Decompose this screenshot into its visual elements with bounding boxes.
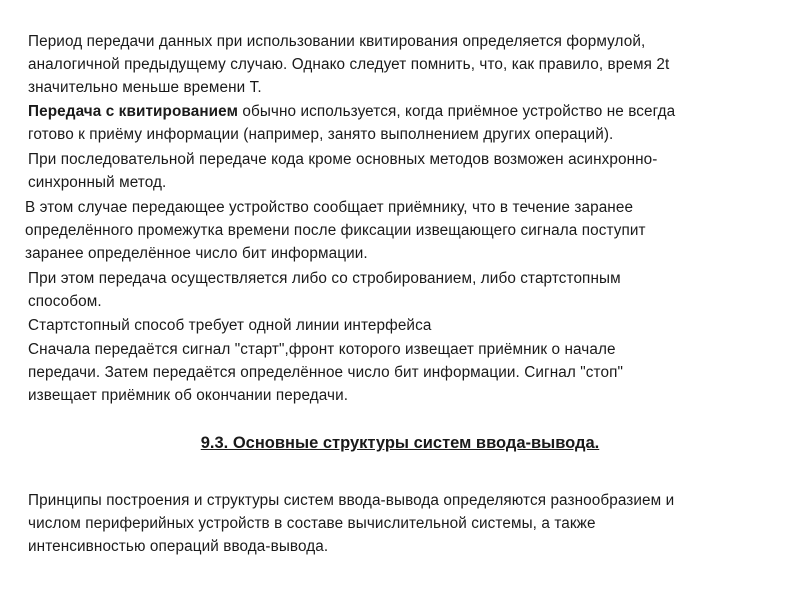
bold-term: Передача с квитированием bbox=[28, 103, 239, 120]
paragraph-handshake bbox=[28, 100, 788, 146]
text-line bbox=[28, 100, 788, 123]
text-line: заранее определённое число бит информации. bbox=[25, 245, 368, 262]
text-line: Сначала передаётся сигнал "старт",фронт которого извещает приёмник о начале bbox=[28, 341, 616, 358]
text-line: аналогичной предыдущему случаю. Однако следует помнить, что, как правило, время 2t bbox=[28, 56, 670, 73]
text-line: Период передачи данных при использовании квитирования определяется формулой, bbox=[28, 33, 646, 50]
text-line: определённого промежутка времени после фиксации извещающего сигнала поступит bbox=[25, 222, 646, 239]
text-line: передачи. Затем передаётся определённое число бит информации. Сигнал "стоп" bbox=[28, 364, 623, 381]
paragraph-principles bbox=[28, 489, 788, 558]
paragraph-strobe bbox=[28, 267, 788, 313]
text-line: Стартстопный способ требует одной линии интерфейса bbox=[28, 317, 432, 334]
section-heading: 9.3. Основные структуры систем ввода-вывода. bbox=[200, 434, 600, 452]
text-line: значительно меньше времени Т. bbox=[28, 79, 262, 96]
text-line: синхронный метод. bbox=[28, 174, 167, 191]
text-line: При этом передача осуществляется либо со стробированием, либо стартстопным bbox=[28, 270, 621, 287]
text-line: Принципы построения и структуры систем ввода-вывода определяются разнообразием и bbox=[28, 492, 675, 509]
paragraph-period bbox=[28, 30, 788, 99]
text-line: способом. bbox=[28, 293, 102, 310]
paragraph-case bbox=[25, 196, 785, 265]
text-line: При последовательной передаче кода кроме основных методов возможен асинхронно- bbox=[28, 151, 658, 168]
text-line: извещает приёмник об окончании передачи. bbox=[28, 387, 349, 404]
text-line: числом периферийных устройств в составе вычислительной системы, а также bbox=[28, 515, 596, 532]
text-line: интенсивностью операций ввода-вывода. bbox=[28, 538, 329, 555]
paragraph-signals bbox=[28, 338, 788, 407]
paragraph-startstop bbox=[28, 314, 788, 337]
text-line: готово к приёму информации (например, занято выполнением других операций). bbox=[28, 126, 614, 143]
paragraph-serial bbox=[28, 148, 788, 194]
text-line: В этом случае передающее устройство сообщает приёмнику, что в течение заранее bbox=[25, 199, 634, 216]
text-span: обычно используется, когда приёмное устройство не всегда bbox=[238, 103, 676, 120]
